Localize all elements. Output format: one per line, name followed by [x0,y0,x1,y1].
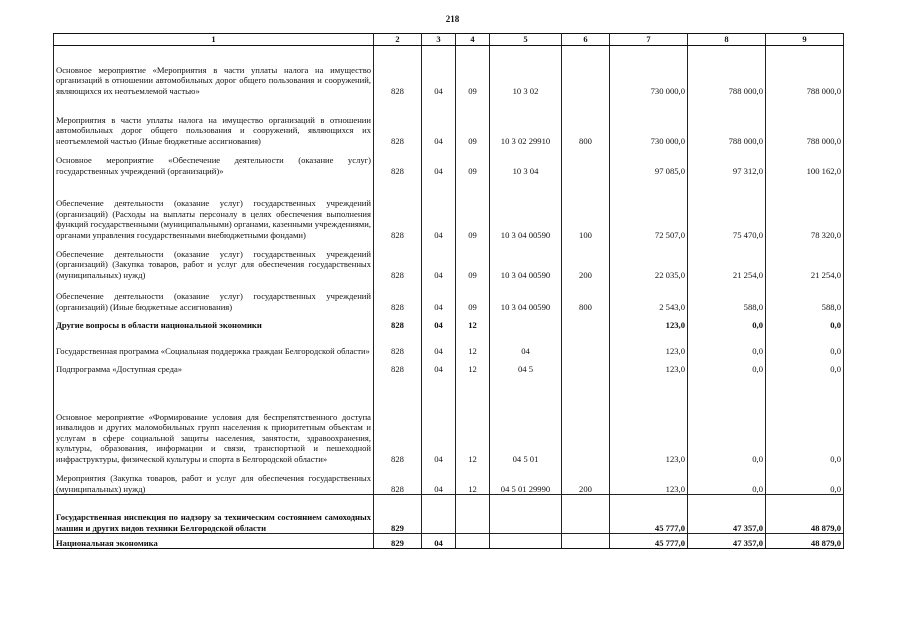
row-cell-vr: 200 [562,240,610,280]
row-cell-pr: 12 [456,312,490,330]
table-row [54,534,844,549]
row-cell-y2: 0,0 [688,330,766,356]
row-cell-rz: 04 [422,146,456,176]
row-cell-code: 828 [374,356,422,374]
page-number: 218 [445,14,460,24]
row-cell-y1: 123,0 [610,356,688,374]
row-cell-y1: 730 000,0 [610,46,688,97]
row-description: Подпрограмма «Доступная среда» [54,356,374,374]
row-cell-y2: 0,0 [688,356,766,374]
row-cell-rz: 04 [422,374,456,464]
row-cell-vr [562,374,610,464]
row-cell-pr: 09 [456,46,490,97]
row-cell-y1: 45 777,0 [610,534,688,549]
row-cell-rz: 04 [422,356,456,374]
row-cell-vr [562,330,610,356]
row-cell-csr: 04 5 [490,356,562,374]
row-cell-y1: 123,0 [610,374,688,464]
row-cell-y2: 788 000,0 [688,96,766,146]
header-cell: 7 [610,34,688,46]
row-cell-code: 828 [374,312,422,330]
row-cell-csr: 04 5 01 29990 [490,464,562,495]
row-description: Национальная экономика [54,534,374,549]
row-cell-rz: 04 [422,240,456,280]
header-cell: 3 [422,34,456,46]
row-cell-vr: 200 [562,464,610,495]
row-cell-vr [562,495,610,534]
header-cell: 4 [456,34,490,46]
row-cell-y3: 21 254,0 [766,240,844,280]
row-cell-code: 828 [374,280,422,312]
row-cell-code: 828 [374,240,422,280]
table-row [54,176,844,240]
row-description: Мероприятия (Закупка товаров, работ и услуг для обеспечения государственных (муниципальных) нужд) [54,464,374,495]
table-row [54,356,844,374]
row-cell-pr: 12 [456,330,490,356]
row-cell-rz [422,495,456,534]
row-cell-code: 828 [374,330,422,356]
row-cell-pr: 09 [456,176,490,240]
table-row [54,280,844,312]
row-cell-pr: 12 [456,464,490,495]
row-cell-csr: 04 5 01 [490,374,562,464]
row-cell-code: 829 [374,534,422,549]
table-row [54,464,844,495]
table-header-row [54,34,844,46]
row-cell-y3: 788 000,0 [766,46,844,97]
table-row [54,46,844,97]
row-cell-y3: 0,0 [766,330,844,356]
row-cell-vr [562,46,610,97]
row-cell-rz: 04 [422,176,456,240]
row-cell-vr: 800 [562,96,610,146]
row-cell-y2: 788 000,0 [688,46,766,97]
row-cell-pr: 09 [456,240,490,280]
row-cell-pr: 12 [456,356,490,374]
row-cell-csr: 10 3 04 00590 [490,240,562,280]
row-description: Обеспечение деятельности (оказание услуг) государственных учреждений (организаций) (Закупка товаров, работ и услуг для обеспечения государственных (муниципальных) нужд) [54,240,374,280]
row-cell-y2: 0,0 [688,464,766,495]
row-cell-y1: 2 543,0 [610,280,688,312]
row-cell-y2: 0,0 [688,312,766,330]
row-cell-y3: 588,0 [766,280,844,312]
row-description: Мероприятия в части уплаты налога на имущество организаций в отношении автомобильных дорог общего пользования и сооружений, являющихся их неотъемлемой частью (Иные бюджетные ассигнования) [54,96,374,146]
row-cell-vr [562,356,610,374]
row-cell-y1: 45 777,0 [610,495,688,534]
row-cell-y3: 48 879,0 [766,534,844,549]
row-cell-vr: 800 [562,280,610,312]
budget-table [53,33,844,549]
row-cell-y3: 0,0 [766,374,844,464]
row-cell-pr: 09 [456,280,490,312]
row-cell-code: 828 [374,464,422,495]
row-cell-vr [562,312,610,330]
row-cell-y1: 730 000,0 [610,96,688,146]
row-cell-y2: 47 357,0 [688,534,766,549]
table-row [54,374,844,464]
row-cell-code: 828 [374,46,422,97]
row-description: Обеспечение деятельности (оказание услуг) государственных учреждений (организаций) (Расходы на выплаты персоналу в целях обеспечения выполнения функций государственными (муниципальными) органами, казенными учреждениями, органами управления государственными внебюджетными фондами) [54,176,374,240]
row-cell-vr [562,146,610,176]
row-cell-rz: 04 [422,330,456,356]
row-cell-y3: 48 879,0 [766,495,844,534]
row-cell-y3: 0,0 [766,312,844,330]
row-cell-y3: 0,0 [766,356,844,374]
row-cell-csr: 04 [490,330,562,356]
row-cell-y2: 588,0 [688,280,766,312]
header-cell: 9 [766,34,844,46]
row-cell-rz: 04 [422,96,456,146]
row-cell-pr [456,534,490,549]
row-cell-rz: 04 [422,280,456,312]
row-cell-pr: 09 [456,96,490,146]
row-cell-rz: 04 [422,312,456,330]
row-cell-rz: 04 [422,46,456,97]
row-cell-rz: 04 [422,464,456,495]
row-description: Государственная инспекция по надзору за техническим состоянием самоходных машин и других видов техники Белгородской области [54,495,374,534]
row-cell-csr: 10 3 02 [490,46,562,97]
row-cell-code: 829 [374,495,422,534]
row-cell-y2: 75 470,0 [688,176,766,240]
row-cell-y1: 123,0 [610,330,688,356]
row-description: Обеспечение деятельности (оказание услуг) государственных учреждений (организаций) (Иные бюджетные ассигнования) [54,280,374,312]
table-row [54,240,844,280]
row-description: Основное мероприятие «Формирование условия для беспрепятственного доступа инвалидов и других маломобильных групп населения к приоритетным объектам и услугам в сфере социальной защиты населения, занятости, здравоохранения, культуры, образования, информации и связи, транспортной и пешеходной инфраструктуры, физической культуры и спорта в Белгородской области» [54,374,374,464]
row-cell-code: 828 [374,146,422,176]
row-description: Основное мероприятие «Обеспечение деятельности (оказание услуг) государственных учреждений (организаций)» [54,146,374,176]
row-cell-csr [490,495,562,534]
header-cell: 8 [688,34,766,46]
row-cell-csr: 10 3 04 00590 [490,280,562,312]
row-cell-y1: 72 507,0 [610,176,688,240]
row-cell-y3: 78 320,0 [766,176,844,240]
row-cell-csr: 10 3 04 00590 [490,176,562,240]
row-cell-y2: 0,0 [688,374,766,464]
row-cell-rz: 04 [422,534,456,549]
row-cell-code: 828 [374,96,422,146]
row-cell-csr [490,534,562,549]
table-row [54,495,844,534]
table-row [54,146,844,176]
header-cell: 5 [490,34,562,46]
row-cell-y1: 123,0 [610,312,688,330]
row-cell-pr [456,495,490,534]
row-description: Другие вопросы в области национальной экономики [54,312,374,330]
table-body [54,46,844,549]
table-row [54,312,844,330]
row-cell-pr: 12 [456,374,490,464]
table-row [54,96,844,146]
row-cell-y2: 47 357,0 [688,495,766,534]
row-cell-vr [562,534,610,549]
row-cell-csr: 10 3 04 [490,146,562,176]
row-cell-code: 828 [374,374,422,464]
header-cell: 6 [562,34,610,46]
row-cell-y1: 123,0 [610,464,688,495]
row-cell-y1: 97 085,0 [610,146,688,176]
table-row [54,330,844,356]
row-description: Основное мероприятие «Мероприятия в части уплаты налога на имущество организаций в отношении автомобильных дорог общего пользования и сооружений, являющихся их неотъемлемой частью» [54,46,374,97]
row-cell-csr: 10 3 02 29910 [490,96,562,146]
row-cell-y2: 97 312,0 [688,146,766,176]
header-cell: 2 [374,34,422,46]
row-cell-pr: 09 [456,146,490,176]
header-cell: 1 [54,34,374,46]
row-cell-y3: 100 162,0 [766,146,844,176]
row-cell-vr: 100 [562,176,610,240]
row-cell-y2: 21 254,0 [688,240,766,280]
row-description: Государственная программа «Социальная поддержка граждан Белгородской области» [54,330,374,356]
row-cell-csr [490,312,562,330]
row-cell-code: 828 [374,176,422,240]
row-cell-y3: 788 000,0 [766,96,844,146]
row-cell-y1: 22 035,0 [610,240,688,280]
row-cell-y3: 0,0 [766,464,844,495]
